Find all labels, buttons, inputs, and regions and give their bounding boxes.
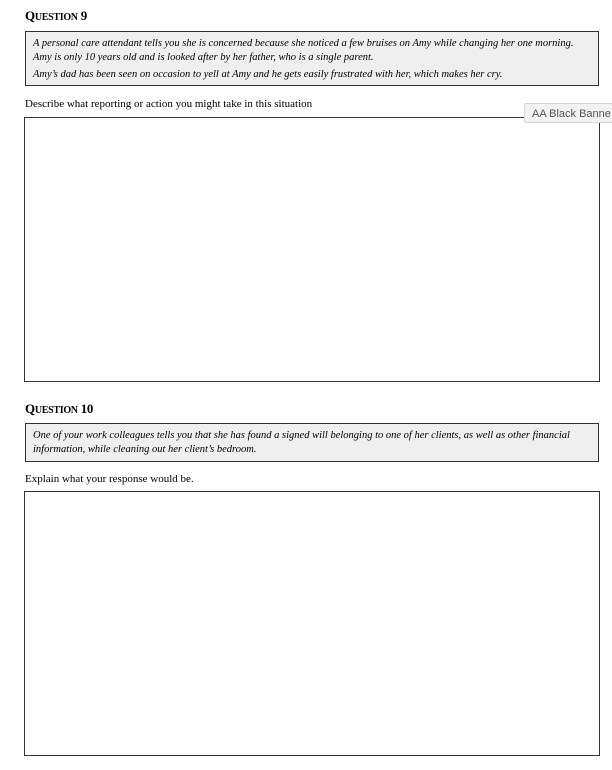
question-9-heading-rest: UESTION [34,12,78,23]
signature-field-tag[interactable]: AA Black Banne [524,103,612,123]
question-9-scenario [25,31,599,86]
question-10-heading [25,401,93,417]
question-10-answer-field[interactable] [24,491,600,756]
question-9-scenario-paragraph-1: A personal care attendant tells you she is concerned because she noticed a few bruises on Amy while changing her one morning. Amy is only 10 years old and is looked after by her father, who is a single parent. [33,38,574,63]
question-10-scenario-paragraph-1: One of your work colleagues tells you that she has found a signed will belonging to one of her clients, as well as other financial information, while cleaning out her client’s bedroom. [33,430,570,455]
question-9-scenario-paragraph-2: Amy’s dad has been seen on occasion to yell at Amy and he gets easily frustrated with her, which makes her cry. [33,69,503,80]
question-9-heading-initial: Q [25,8,35,23]
question-9-number: 9 [80,8,87,23]
question-9-answer-field[interactable] [24,117,600,382]
question-10-heading-rest: UESTION [34,405,78,416]
question-10-prompt: Explain what your response would be. [25,473,194,485]
question-10-heading-initial: Q [25,401,35,416]
question-10-scenario [25,423,599,462]
question-9-heading [25,8,87,24]
question-10-number: 10 [80,401,94,416]
question-9-prompt: Describe what reporting or action you might take in this situation [25,98,313,110]
